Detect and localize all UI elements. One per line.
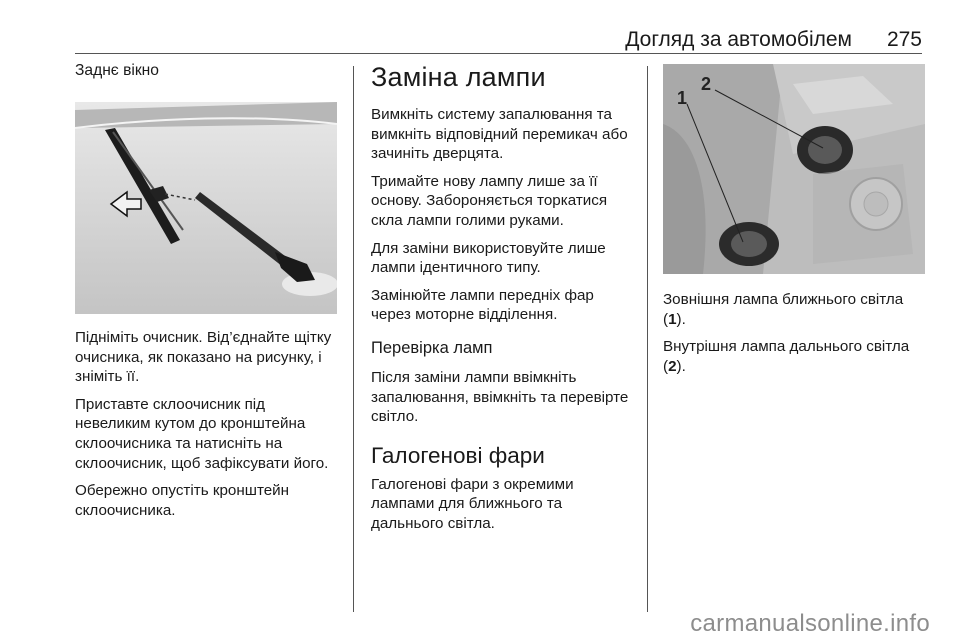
column-rear-window xyxy=(75,62,337,528)
header-rule xyxy=(75,53,922,54)
column-divider-2 xyxy=(647,66,648,612)
rear-window-heading: Заднє вікно xyxy=(75,62,159,79)
column-headlight xyxy=(663,62,925,384)
bulb-para-3: Для заміни використовуйте лише лампи ідентичного типу. xyxy=(371,239,606,277)
callout-1: 1 xyxy=(677,88,688,108)
halogen-headlights-heading: Галогенові фари xyxy=(371,442,545,468)
caption-high-beam-num: 2 xyxy=(668,357,677,375)
bulb-para-2: Тримайте нову лампу лише за її основу. Забороняється торкатися скла лампи голими руками. xyxy=(371,172,608,229)
bulb-replacement-heading: Заміна лампи xyxy=(371,62,546,92)
headlight-illustration xyxy=(663,64,925,274)
caption-low-beam-num: 1 xyxy=(668,310,677,328)
caption-high-beam-text: Внутрішня лампа дальнього світла ( xyxy=(663,338,910,375)
bulb-para-5: Після заміни лампи ввімкніть запалювання, ввімкніть та перевірте світло. xyxy=(371,368,629,426)
bulb-para-6: Галогенові фари з окремими лампами для ближнього та дальнього світла. xyxy=(371,475,574,532)
rear-window-para-3: Обережно опустіть кронштейн склоочисника. xyxy=(75,482,290,519)
column-divider-1 xyxy=(353,66,354,612)
engine-bay-drawing xyxy=(663,64,925,274)
page-number: 275 xyxy=(886,28,922,51)
column-bulb-replacement xyxy=(371,62,633,542)
bulb-check-heading: Перевірка ламп xyxy=(371,338,493,357)
watermark: carmanualsonline.info xyxy=(690,610,930,637)
caption-low-beam xyxy=(663,290,925,329)
bulb-para-4: Замінюйте лампи передніх фар через моторне відділення. xyxy=(371,286,594,324)
rear-window-para-2: Приставте склоочисник під невеликим кутом до кронштейна склоочисника та натисніть на склоочисник, щоб зафіксувати його. xyxy=(75,395,329,472)
caption-low-beam-text: Зовнішня лампа ближнього світла ( xyxy=(663,291,904,328)
callout-2: 2 xyxy=(701,74,712,94)
wiper-illustration xyxy=(75,102,337,314)
wiper-drawing xyxy=(75,102,337,314)
page-header xyxy=(75,28,922,54)
caption-low-beam-end: ). xyxy=(676,310,686,328)
bulb-para-1: Вимкніть систему запалювання та вимкніть відповідний перемикач або зачиніть дверцята. xyxy=(371,106,628,163)
caption-high-beam xyxy=(663,337,925,376)
caption-high-beam-end: ). xyxy=(676,357,686,375)
running-title: Догляд за автомобілем xyxy=(625,28,852,51)
rear-window-para-1: Підніміть очисник. Від’єднайте щітку очисника, як показано на рисунку, і зніміть її. xyxy=(75,329,332,386)
